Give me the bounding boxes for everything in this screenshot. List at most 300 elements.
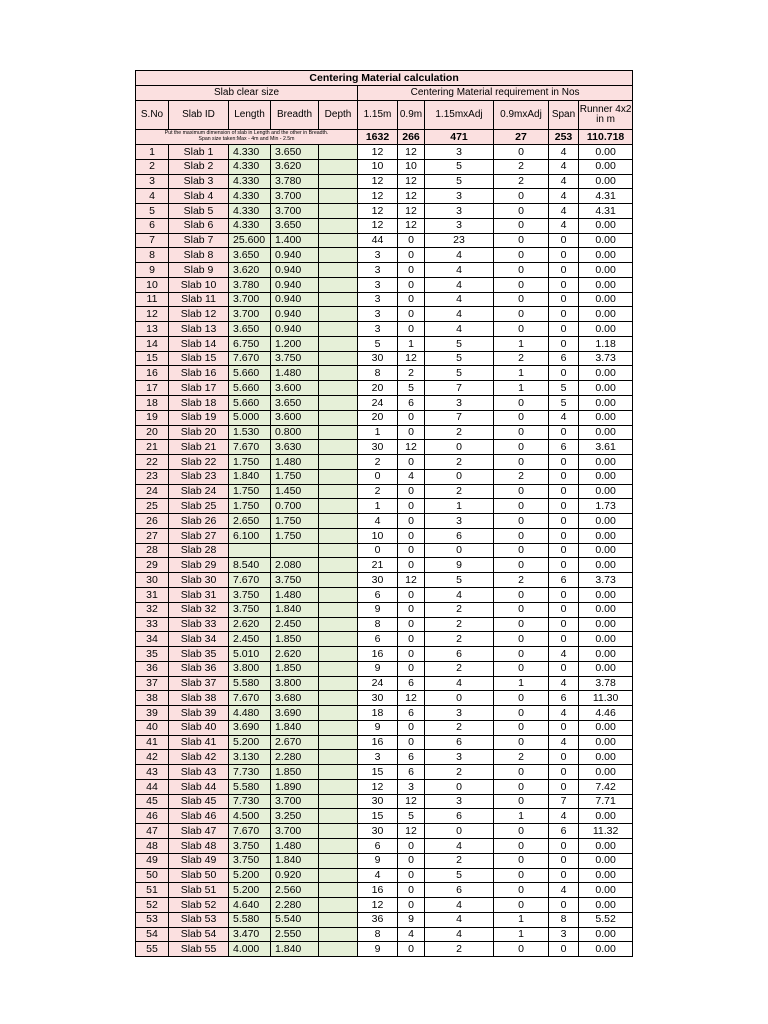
sno-cell: 27	[136, 528, 169, 543]
breadth-cell[interactable]: 3.680	[271, 691, 319, 706]
length-cell[interactable]: 4.000	[229, 942, 271, 957]
depth-cell[interactable]	[319, 868, 358, 883]
depth-cell[interactable]	[319, 410, 358, 425]
depth-cell[interactable]	[319, 469, 358, 484]
length-cell[interactable]: 1.750	[229, 484, 271, 499]
length-cell[interactable]: 1.750	[229, 455, 271, 470]
sno-cell: 51	[136, 883, 169, 898]
breadth-cell[interactable]: 1.200	[271, 336, 319, 351]
breadth-cell[interactable]: 3.600	[271, 410, 319, 425]
breadth-cell[interactable]: 3.650	[271, 218, 319, 233]
breadth-cell[interactable]: 0.940	[271, 277, 319, 292]
breadth-cell[interactable]: 0.700	[271, 499, 319, 514]
depth-cell[interactable]	[319, 145, 358, 160]
length-cell[interactable]: 5.660	[229, 396, 271, 411]
length-cell[interactable]: 5.010	[229, 647, 271, 662]
qty-09m-cell: 12	[398, 824, 425, 839]
qty-09m-cell: 0	[398, 277, 425, 292]
span-cell: 4	[549, 735, 579, 750]
qty-115m-adj-cell: 2	[425, 765, 494, 780]
runner-cell: 1.73	[579, 499, 633, 514]
sno-cell: 18	[136, 396, 169, 411]
span-cell: 0	[549, 336, 579, 351]
depth-cell[interactable]	[319, 484, 358, 499]
depth-cell[interactable]	[319, 425, 358, 440]
runner-cell: 0.00	[579, 632, 633, 647]
length-cell[interactable]: 3.750	[229, 602, 271, 617]
span-cell: 5	[549, 381, 579, 396]
breadth-cell[interactable]: 3.630	[271, 440, 319, 455]
breadth-cell[interactable]: 2.280	[271, 898, 319, 913]
length-cell[interactable]	[229, 543, 271, 558]
runner-cell: 0.00	[579, 233, 633, 248]
depth-cell[interactable]	[319, 322, 358, 337]
qty-115m-cell: 16	[358, 883, 398, 898]
depth-cell[interactable]	[319, 351, 358, 366]
depth-cell[interactable]	[319, 927, 358, 942]
table-row	[136, 868, 633, 883]
length-cell[interactable]: 7.670	[229, 573, 271, 588]
depth-cell[interactable]	[319, 617, 358, 632]
slab-id-cell: Slab 51	[169, 883, 229, 898]
qty-09m-adj-cell: 0	[494, 706, 549, 721]
length-cell[interactable]: 8.540	[229, 558, 271, 573]
breadth-cell[interactable]: 3.700	[271, 794, 319, 809]
length-cell[interactable]: 6.100	[229, 528, 271, 543]
breadth-cell[interactable]	[271, 543, 319, 558]
span-cell: 4	[549, 159, 579, 174]
breadth-cell[interactable]: 1.840	[271, 853, 319, 868]
breadth-cell[interactable]: 1.480	[271, 455, 319, 470]
length-cell[interactable]: 7.670	[229, 440, 271, 455]
length-cell[interactable]: 3.650	[229, 322, 271, 337]
breadth-cell[interactable]: 3.780	[271, 174, 319, 189]
qty-115m-cell: 24	[358, 396, 398, 411]
qty-09m-adj-cell: 0	[494, 484, 549, 499]
table-row	[136, 159, 633, 174]
length-cell[interactable]: 3.750	[229, 853, 271, 868]
breadth-cell[interactable]: 3.690	[271, 706, 319, 721]
breadth-cell[interactable]: 2.080	[271, 558, 319, 573]
length-cell[interactable]: 7.670	[229, 691, 271, 706]
length-cell[interactable]: 3.650	[229, 248, 271, 263]
sno-cell: 47	[136, 824, 169, 839]
span-cell: 8	[549, 912, 579, 927]
table-row	[136, 912, 633, 927]
qty-09m-adj-cell: 0	[494, 410, 549, 425]
qty-09m-cell: 12	[398, 794, 425, 809]
qty-115m-cell: 12	[358, 218, 398, 233]
depth-cell[interactable]	[319, 277, 358, 292]
length-cell[interactable]: 4.480	[229, 706, 271, 721]
table-row	[136, 174, 633, 189]
qty-09m-adj-cell: 1	[494, 676, 549, 691]
qty-09m-cell: 12	[398, 204, 425, 219]
span-cell: 0	[549, 484, 579, 499]
depth-cell[interactable]	[319, 366, 358, 381]
depth-cell[interactable]	[319, 838, 358, 853]
length-cell[interactable]: 4.330	[229, 189, 271, 204]
runner-cell: 0.00	[579, 898, 633, 913]
length-cell[interactable]: 2.650	[229, 514, 271, 529]
qty-09m-adj-cell: 0	[494, 455, 549, 470]
span-cell: 0	[549, 898, 579, 913]
length-cell[interactable]: 1.530	[229, 425, 271, 440]
length-cell[interactable]: 3.750	[229, 838, 271, 853]
depth-cell[interactable]	[319, 720, 358, 735]
qty-09m-cell: 6	[398, 676, 425, 691]
length-cell[interactable]: 5.580	[229, 912, 271, 927]
length-cell[interactable]: 4.330	[229, 174, 271, 189]
qty-115m-adj-cell: 5	[425, 174, 494, 189]
breadth-cell[interactable]: 1.850	[271, 765, 319, 780]
qty-09m-adj-cell: 0	[494, 263, 549, 278]
depth-cell[interactable]	[319, 573, 358, 588]
breadth-cell[interactable]: 3.700	[271, 189, 319, 204]
breadth-cell[interactable]: 1.400	[271, 233, 319, 248]
length-cell[interactable]: 3.700	[229, 307, 271, 322]
breadth-cell[interactable]: 1.850	[271, 661, 319, 676]
slab-id-cell: Slab 27	[169, 528, 229, 543]
length-cell[interactable]: 2.450	[229, 632, 271, 647]
length-cell[interactable]: 5.200	[229, 868, 271, 883]
depth-cell[interactable]	[319, 912, 358, 927]
span-cell: 0	[549, 455, 579, 470]
runner-cell: 0.00	[579, 218, 633, 233]
span-cell: 6	[549, 440, 579, 455]
sno-cell: 43	[136, 765, 169, 780]
depth-cell[interactable]	[319, 794, 358, 809]
qty-115m-adj-cell: 6	[425, 809, 494, 824]
depth-cell[interactable]	[319, 248, 358, 263]
breadth-cell[interactable]: 1.450	[271, 484, 319, 499]
qty-09m-adj-cell: 0	[494, 145, 549, 160]
qty-115m-cell: 9	[358, 720, 398, 735]
table-row	[136, 853, 633, 868]
qty-09m-adj-cell: 0	[494, 514, 549, 529]
span-cell: 4	[549, 647, 579, 662]
table-row	[136, 145, 633, 160]
qty-115m-adj-cell: 4	[425, 248, 494, 263]
depth-cell[interactable]	[319, 942, 358, 957]
length-cell[interactable]: 1.750	[229, 499, 271, 514]
length-cell[interactable]: 3.620	[229, 263, 271, 278]
breadth-cell[interactable]: 1.750	[271, 514, 319, 529]
qty-09m-adj-cell: 0	[494, 189, 549, 204]
depth-cell[interactable]	[319, 189, 358, 204]
breadth-cell[interactable]: 3.620	[271, 159, 319, 174]
span-cell: 5	[549, 396, 579, 411]
length-cell[interactable]: 3.750	[229, 587, 271, 602]
qty-115m-cell: 1	[358, 425, 398, 440]
runner-cell: 0.00	[579, 838, 633, 853]
length-cell[interactable]: 7.730	[229, 794, 271, 809]
qty-09m-cell: 0	[398, 484, 425, 499]
slab-id-cell: Slab 18	[169, 396, 229, 411]
breadth-cell[interactable]: 0.940	[271, 322, 319, 337]
runner-cell: 4.46	[579, 706, 633, 721]
slab-id-cell: Slab 6	[169, 218, 229, 233]
depth-cell[interactable]	[319, 174, 358, 189]
depth-cell[interactable]	[319, 661, 358, 676]
slab-id-cell: Slab 42	[169, 750, 229, 765]
slab-id-cell: Slab 36	[169, 661, 229, 676]
slab-id-cell: Slab 17	[169, 381, 229, 396]
depth-cell[interactable]	[319, 233, 358, 248]
sno-cell: 29	[136, 558, 169, 573]
depth-cell[interactable]	[319, 396, 358, 411]
depth-cell[interactable]	[319, 809, 358, 824]
depth-cell[interactable]	[319, 676, 358, 691]
qty-09m-adj-cell: 1	[494, 336, 549, 351]
sno-cell: 49	[136, 853, 169, 868]
length-cell[interactable]: 7.670	[229, 351, 271, 366]
table-row	[136, 765, 633, 780]
breadth-cell[interactable]: 1.750	[271, 528, 319, 543]
qty-115m-cell: 36	[358, 912, 398, 927]
qty-09m-adj-cell: 2	[494, 351, 549, 366]
qty-09m-cell: 0	[398, 425, 425, 440]
depth-cell[interactable]	[319, 440, 358, 455]
runner-cell: 0.00	[579, 617, 633, 632]
sno-cell: 38	[136, 691, 169, 706]
breadth-cell[interactable]: 3.750	[271, 573, 319, 588]
slab-id-cell: Slab 24	[169, 484, 229, 499]
breadth-cell[interactable]: 3.750	[271, 351, 319, 366]
breadth-cell[interactable]: 1.840	[271, 942, 319, 957]
depth-cell[interactable]	[319, 779, 358, 794]
sno-cell: 32	[136, 602, 169, 617]
breadth-cell[interactable]: 1.840	[271, 720, 319, 735]
length-cell[interactable]: 1.840	[229, 469, 271, 484]
depth-cell[interactable]	[319, 543, 358, 558]
depth-cell[interactable]	[319, 499, 358, 514]
length-cell[interactable]: 3.800	[229, 661, 271, 676]
breadth-cell[interactable]: 1.890	[271, 779, 319, 794]
qty-09m-adj-cell: 0	[494, 248, 549, 263]
span-cell: 0	[549, 868, 579, 883]
depth-cell[interactable]	[319, 898, 358, 913]
depth-cell[interactable]	[319, 765, 358, 780]
qty-09m-adj-cell: 0	[494, 883, 549, 898]
table-row	[136, 277, 633, 292]
breadth-cell[interactable]: 2.280	[271, 750, 319, 765]
sno-cell: 2	[136, 159, 169, 174]
breadth-cell[interactable]: 1.840	[271, 602, 319, 617]
runner-cell: 0.00	[579, 322, 633, 337]
qty-09m-cell: 10	[398, 159, 425, 174]
slab-id-cell: Slab 1	[169, 145, 229, 160]
qty-115m-cell: 8	[358, 617, 398, 632]
table-row	[136, 381, 633, 396]
length-cell[interactable]: 25.600	[229, 233, 271, 248]
col-header-115m-adj: 1.15mxAdj	[425, 101, 494, 130]
runner-cell: 0.00	[579, 174, 633, 189]
sno-cell: 11	[136, 292, 169, 307]
sno-cell: 12	[136, 307, 169, 322]
breadth-cell[interactable]: 0.920	[271, 868, 319, 883]
qty-09m-adj-cell: 0	[494, 868, 549, 883]
depth-cell[interactable]	[319, 159, 358, 174]
breadth-cell[interactable]: 2.450	[271, 617, 319, 632]
breadth-cell[interactable]: 1.480	[271, 587, 319, 602]
length-cell[interactable]: 5.580	[229, 779, 271, 794]
depth-cell[interactable]	[319, 455, 358, 470]
length-cell[interactable]: 5.200	[229, 883, 271, 898]
runner-cell: 0.00	[579, 735, 633, 750]
breadth-cell[interactable]: 2.560	[271, 883, 319, 898]
length-cell[interactable]: 4.640	[229, 898, 271, 913]
breadth-cell[interactable]: 1.480	[271, 838, 319, 853]
qty-115m-adj-cell: 3	[425, 189, 494, 204]
col-header-breadth: Breadth	[271, 101, 319, 130]
breadth-cell[interactable]: 3.700	[271, 204, 319, 219]
span-cell: 0	[549, 499, 579, 514]
qty-09m-cell: 0	[398, 514, 425, 529]
depth-cell[interactable]	[319, 853, 358, 868]
total-09m-adj: 27	[494, 130, 549, 145]
total-115m-adj: 471	[425, 130, 494, 145]
qty-09m-adj-cell: 0	[494, 691, 549, 706]
breadth-cell[interactable]: 3.650	[271, 145, 319, 160]
slab-id-cell: Slab 37	[169, 676, 229, 691]
breadth-cell[interactable]: 0.940	[271, 248, 319, 263]
length-cell[interactable]: 5.660	[229, 366, 271, 381]
qty-115m-adj-cell: 5	[425, 366, 494, 381]
length-cell[interactable]: 4.330	[229, 145, 271, 160]
qty-115m-cell: 6	[358, 587, 398, 602]
slab-id-cell: Slab 38	[169, 691, 229, 706]
length-cell[interactable]: 6.750	[229, 336, 271, 351]
sno-cell: 54	[136, 927, 169, 942]
qty-09m-cell: 4	[398, 927, 425, 942]
length-cell[interactable]: 2.620	[229, 617, 271, 632]
runner-cell: 0.00	[579, 455, 633, 470]
runner-cell: 0.00	[579, 159, 633, 174]
depth-cell[interactable]	[319, 558, 358, 573]
qty-115m-cell: 44	[358, 233, 398, 248]
slab-id-cell: Slab 32	[169, 602, 229, 617]
length-cell[interactable]: 5.580	[229, 676, 271, 691]
depth-cell[interactable]	[319, 292, 358, 307]
breadth-cell[interactable]: 0.940	[271, 307, 319, 322]
length-cell[interactable]: 5.200	[229, 735, 271, 750]
depth-cell[interactable]	[319, 307, 358, 322]
qty-09m-adj-cell: 2	[494, 159, 549, 174]
runner-cell: 0.00	[579, 263, 633, 278]
qty-115m-cell: 3	[358, 307, 398, 322]
sno-cell: 37	[136, 676, 169, 691]
breadth-cell[interactable]: 2.670	[271, 735, 319, 750]
depth-cell[interactable]	[319, 750, 358, 765]
total-runner: 110.718	[579, 130, 633, 145]
runner-cell: 0.00	[579, 145, 633, 160]
breadth-cell[interactable]: 2.550	[271, 927, 319, 942]
span-cell: 0	[549, 322, 579, 337]
breadth-cell[interactable]: 3.800	[271, 676, 319, 691]
qty-09m-adj-cell: 0	[494, 617, 549, 632]
depth-cell[interactable]	[319, 706, 358, 721]
depth-cell[interactable]	[319, 587, 358, 602]
table-row	[136, 396, 633, 411]
table-row	[136, 248, 633, 263]
qty-09m-adj-cell: 1	[494, 381, 549, 396]
depth-cell[interactable]	[319, 514, 358, 529]
slab-id-cell: Slab 9	[169, 263, 229, 278]
depth-cell[interactable]	[319, 691, 358, 706]
depth-cell[interactable]	[319, 218, 358, 233]
qty-09m-cell: 0	[398, 661, 425, 676]
span-cell: 0	[549, 425, 579, 440]
qty-115m-adj-cell: 2	[425, 425, 494, 440]
breadth-cell[interactable]: 1.850	[271, 632, 319, 647]
breadth-cell[interactable]: 5.540	[271, 912, 319, 927]
depth-cell[interactable]	[319, 381, 358, 396]
runner-cell: 0.00	[579, 410, 633, 425]
length-cell[interactable]: 4.330	[229, 159, 271, 174]
slab-id-cell: Slab 7	[169, 233, 229, 248]
depth-cell[interactable]	[319, 602, 358, 617]
breadth-cell[interactable]: 1.750	[271, 469, 319, 484]
length-cell[interactable]: 3.780	[229, 277, 271, 292]
qty-09m-adj-cell: 1	[494, 809, 549, 824]
breadth-cell[interactable]: 3.600	[271, 381, 319, 396]
length-cell[interactable]: 5.660	[229, 381, 271, 396]
depth-cell[interactable]	[319, 263, 358, 278]
table-row	[136, 602, 633, 617]
breadth-cell[interactable]: 0.800	[271, 425, 319, 440]
breadth-cell[interactable]: 3.650	[271, 396, 319, 411]
qty-09m-cell: 0	[398, 735, 425, 750]
length-cell[interactable]: 3.470	[229, 927, 271, 942]
col-header-sno: S.No	[136, 101, 169, 130]
qty-115m-cell: 4	[358, 514, 398, 529]
length-cell[interactable]: 4.330	[229, 204, 271, 219]
depth-cell[interactable]	[319, 204, 358, 219]
depth-cell[interactable]	[319, 735, 358, 750]
breadth-cell[interactable]: 3.250	[271, 809, 319, 824]
qty-115m-adj-cell: 6	[425, 735, 494, 750]
length-cell[interactable]: 3.700	[229, 292, 271, 307]
col-header-runner: Runner 4x2 in m	[579, 101, 633, 130]
breadth-cell[interactable]: 0.940	[271, 292, 319, 307]
length-cell[interactable]: 5.000	[229, 410, 271, 425]
breadth-cell[interactable]: 1.480	[271, 366, 319, 381]
length-cell[interactable]: 7.670	[229, 824, 271, 839]
length-cell[interactable]: 4.500	[229, 809, 271, 824]
breadth-cell[interactable]: 3.700	[271, 824, 319, 839]
length-cell[interactable]: 3.690	[229, 720, 271, 735]
length-cell[interactable]: 3.130	[229, 750, 271, 765]
depth-cell[interactable]	[319, 824, 358, 839]
length-cell[interactable]: 4.330	[229, 218, 271, 233]
qty-09m-adj-cell: 0	[494, 779, 549, 794]
slab-id-cell: Slab 4	[169, 189, 229, 204]
depth-cell[interactable]	[319, 883, 358, 898]
runner-cell: 0.00	[579, 292, 633, 307]
depth-cell[interactable]	[319, 647, 358, 662]
slab-id-cell: Slab 48	[169, 838, 229, 853]
depth-cell[interactable]	[319, 336, 358, 351]
breadth-cell[interactable]: 0.940	[271, 263, 319, 278]
runner-cell: 0.00	[579, 853, 633, 868]
length-cell[interactable]: 7.730	[229, 765, 271, 780]
qty-115m-adj-cell: 5	[425, 159, 494, 174]
depth-cell[interactable]	[319, 528, 358, 543]
depth-cell[interactable]	[319, 632, 358, 647]
breadth-cell[interactable]: 2.620	[271, 647, 319, 662]
qty-09m-adj-cell: 0	[494, 794, 549, 809]
